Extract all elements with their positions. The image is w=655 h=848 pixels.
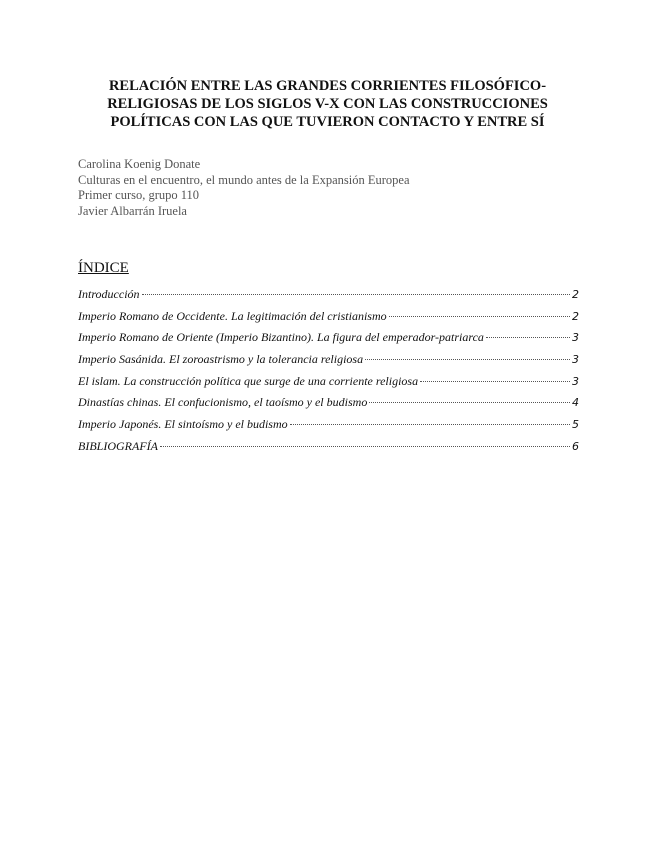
toc-dot-leader [486, 337, 570, 338]
toc-page-number[interactable]: 3 [572, 374, 579, 388]
toc-entry-sasanida[interactable] [78, 351, 579, 373]
toc-dot-leader [365, 359, 570, 360]
table-of-contents [78, 286, 579, 460]
toc-entry-label[interactable]: Dinastías chinas. El confucionismo, el taoísmo y el budismo [78, 395, 368, 410]
toc-page-number[interactable]: 5 [572, 418, 579, 432]
toc-entry-imperio-japones[interactable] [78, 416, 579, 438]
toc-page-number[interactable]: 6 [572, 439, 579, 453]
toc-page-number[interactable]: 3 [572, 331, 579, 345]
title-line: RELACIÓN ENTRE LAS GRANDES CORRIENTES FILOSÓFICO- [108, 78, 547, 94]
toc-page-number[interactable]: 3 [572, 353, 579, 367]
toc-entry-introduccion[interactable] [78, 286, 579, 308]
toc-page-number[interactable]: 2 [572, 309, 579, 323]
toc-entry-islam[interactable] [78, 373, 579, 395]
toc-entry-label[interactable]: Imperio Sasánida. El zoroastrismo y la tolerancia religiosa [78, 352, 364, 367]
toc-heading: ÍNDICE [78, 260, 129, 276]
toc-entry-label[interactable]: Imperio Romano de Occidente. La legitimación del cristianismo [78, 308, 387, 323]
title-line: POLÍTICAS CON LAS QUE TUVIERON CONTACTO Y ENTRE SÍ [110, 114, 545, 130]
document-title [90, 77, 565, 131]
course-name: Culturas en el encuentro, el mundo antes de la Expansión Europea [78, 172, 410, 187]
toc-page-number[interactable]: 4 [572, 396, 579, 410]
toc-entry-dinastias-chinas[interactable] [78, 394, 579, 416]
toc-dot-leader [290, 424, 570, 425]
teacher-name: Javier Albarrán Iruela [78, 203, 187, 218]
toc-page-number[interactable]: 2 [572, 288, 579, 301]
toc-dot-leader [160, 446, 570, 447]
toc-entry-label[interactable]: BIBLIOGRAFÍA [78, 438, 158, 453]
toc-entry-label[interactable]: Imperio Romano de Oriente (Imperio Bizantino). La figura del emperador-patriarca [78, 330, 484, 345]
toc-entry-label[interactable]: Introducción [78, 287, 140, 301]
toc-dot-leader [369, 402, 570, 403]
toc-entry-label[interactable]: El islam. La construcción política que surge de una corriente religiosa [78, 373, 419, 388]
toc-dot-leader [420, 381, 570, 382]
toc-entry-roma-oriente[interactable] [78, 329, 579, 351]
author-name: Carolina Koenig Donate [78, 157, 201, 171]
course-group: Primer curso, grupo 110 [78, 188, 200, 202]
author-info [78, 157, 410, 219]
toc-entry-bibliografia[interactable] [78, 438, 579, 460]
title-line: RELIGIOSAS DE LOS SIGLOS V-X CON LAS CONSTRUCCIONES [107, 96, 548, 112]
toc-entry-roma-occidente[interactable] [78, 308, 579, 330]
toc-entry-label[interactable]: Imperio Japonés. El sintoísmo y el budismo [78, 417, 288, 432]
toc-dot-leader [142, 294, 570, 295]
toc-dot-leader [389, 316, 570, 317]
